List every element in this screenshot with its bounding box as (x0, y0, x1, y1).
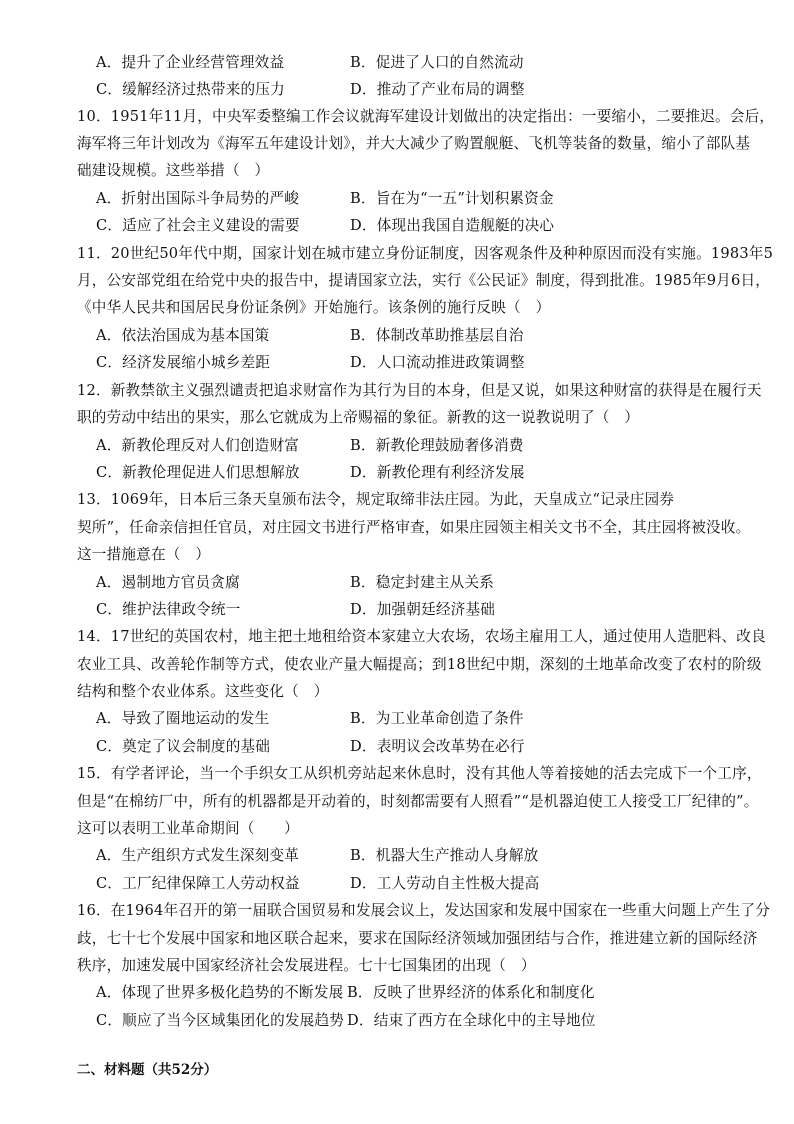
q9-option-c: C．缓解经济过热带来的压力 (96, 81, 285, 98)
q16-option-d: D．结束了西方在全球化中的主导地位 (347, 1012, 596, 1029)
q13-stem-line-3: 这一措施意在（ ） (77, 546, 211, 563)
q16-stem-line-2: 歧，七十七个发展中国家和地区联合起来，要求在国际经济领域加强团结与合作，推进建立新的国际经济 (77, 930, 758, 947)
q10-option-c: C．适应了社会主义建设的需要 (96, 217, 300, 234)
q15-stem-line-3: 这可以表明工业革命期间（ ） (77, 820, 299, 837)
q12-option-c: C．新教伦理促进人们思想解放 (96, 464, 300, 481)
section-heading: 二、材料题（共52分） (77, 1062, 218, 1078)
q13-stem-line-2: 契所”，任命亲信担任官员，对庄园文书进行严格审查，如果庄园领主相关文书不全，其庄园将被没收。 (77, 519, 751, 536)
q15-option-d: D．工人劳动自主性极大提高 (350, 875, 540, 892)
q13-option-b: B．稳定封建主从关系 (350, 574, 495, 591)
q10-option-a: A．折射出国际斗争局势的严峻 (96, 190, 300, 207)
q16-stem-line-1: 16．在1964年召开的第一届联合国贸易和发展会议上，发达国家和发展中国家在一些重大问题上产生了分 (77, 902, 771, 919)
q11-stem-line-1: 11．20世纪50年代中期，国家计划在城市建立身份证制度，因客观条件及种种原因而没有实施。1983年5 (77, 245, 774, 262)
q13-stem-line-1: 13．1069年，日本后三条天皇颁布法令，规定取缔非法庄园。为此，天皇成立“记录庄园券 (77, 491, 675, 508)
q15-option-b: B．机器大生产推动人身解放 (350, 847, 539, 864)
q16-option-b: B．反映了世界经济的体系化和制度化 (347, 984, 595, 1001)
q15-option-c: C．工厂纪律保障工人劳动权益 (96, 875, 300, 892)
q10-stem-line-1: 10．1951年11月，中央军委整编工作会议就海军建设计划做出的决定指出：一要缩小，二要推迟。会后， (77, 108, 775, 125)
q14-stem-line-3: 结构和整个农业体系。这些变化（ ） (77, 683, 329, 700)
q14-option-b: B．为工业革命创造了条件 (350, 710, 524, 727)
q14-stem-line-2: 农业工具、改善轮作制等方式，使农业产量大幅提高；到18世纪中期，深刻的土地革命改变了农村的阶级 (77, 656, 762, 673)
q16-option-a: A．体现了世界多极化趋势的不断发展 (96, 984, 344, 1001)
q15-option-a: A．生产组织方式发生深刻变革 (96, 847, 300, 864)
q14-option-d: D．表明议会改革势在必行 (350, 738, 525, 755)
q16-stem-line-3: 秩序，加速发展中国家经济社会发展进程。七十七国集团的出现（ ） (77, 957, 536, 974)
q16-option-c: C．顺应了当今区域集团化的发展趋势 (96, 1012, 345, 1029)
q10-stem-line-2: 海军将三年计划改为《海军五年建设计划》，并大大减少了购置舰艇、飞机等装备的数量，缩小了部队基 (77, 135, 751, 152)
q13-option-d: D．加强朝廷经济基础 (350, 601, 496, 618)
q11-option-b: B．体制改革助推基层自治 (350, 327, 524, 344)
q10-option-d: D．体现出我国自造舰艇的决心 (350, 217, 555, 234)
q11-option-c: C．经济发展缩小城乡差距 (96, 354, 271, 371)
q14-stem-line-1: 14．17世纪的英国农村，地主把土地租给资本家建立大农场，农场主雇用工人，通过使用人造肥料、改良 (77, 628, 766, 645)
q10-stem-line-3: 础建设规模。这些举措（ ） (77, 162, 270, 179)
q11-option-a: A．依法治国成为基本国策 (96, 327, 270, 344)
q9-option-a: A．提升了企业经营管理效益 (96, 54, 285, 71)
q13-option-c: C．维护法律政令统一 (96, 601, 241, 618)
q13-option-a: A．遏制地方官员贪腐 (96, 574, 240, 591)
q12-option-d: D．新教伦理有利经济发展 (350, 464, 525, 481)
q9-option-d: D．推动了产业布局的调整 (350, 81, 525, 98)
q15-stem-line-2: 但是“在棉纺厂中，所有的机器都是开动着的，时刻都需要有人照看”“是机器迫使工人接受工厂纪律的”。 (77, 793, 759, 810)
q9-option-b: B．促进了人口的自然流动 (350, 54, 524, 71)
q11-option-d: D．人口流动推进政策调整 (350, 354, 525, 371)
q12-stem-line-2: 职的劳动中结出的果实，那么它就成为上帝赐福的象征。新教的这一说教说明了（ ） (77, 409, 640, 426)
q11-stem-line-3: 《中华人民共和国居民身份证条例》开始施行。该条例的施行反映（ ） (77, 299, 551, 316)
q15-stem-line-1: 15．有学者评论，当一个手织女工从织机旁站起来休息时，没有其他人等着接她的活去完成下一个工序， (77, 765, 762, 782)
q11-stem-line-2: 月，公安部党组在给党中央的报告中，提请国家立法，实行《公民证》制度，得到批准。1985年9月6日， (77, 272, 771, 289)
q12-option-b: B．新教伦理鼓励奢侈消费 (350, 437, 524, 454)
q12-stem-line-1: 12．新教禁欲主义强烈谴责把追求财富作为其行为目的本身，但是又说，如果这种财富的获得是在履行天 (77, 382, 762, 399)
q14-option-a: A．导致了圈地运动的发生 (96, 710, 270, 727)
q10-option-b: B．旨在为“一五”计划积累资金 (350, 190, 554, 207)
q14-option-c: C．奠定了议会制度的基础 (96, 738, 271, 755)
q12-option-a: A．新教伦理反对人们创造财富 (96, 437, 300, 454)
